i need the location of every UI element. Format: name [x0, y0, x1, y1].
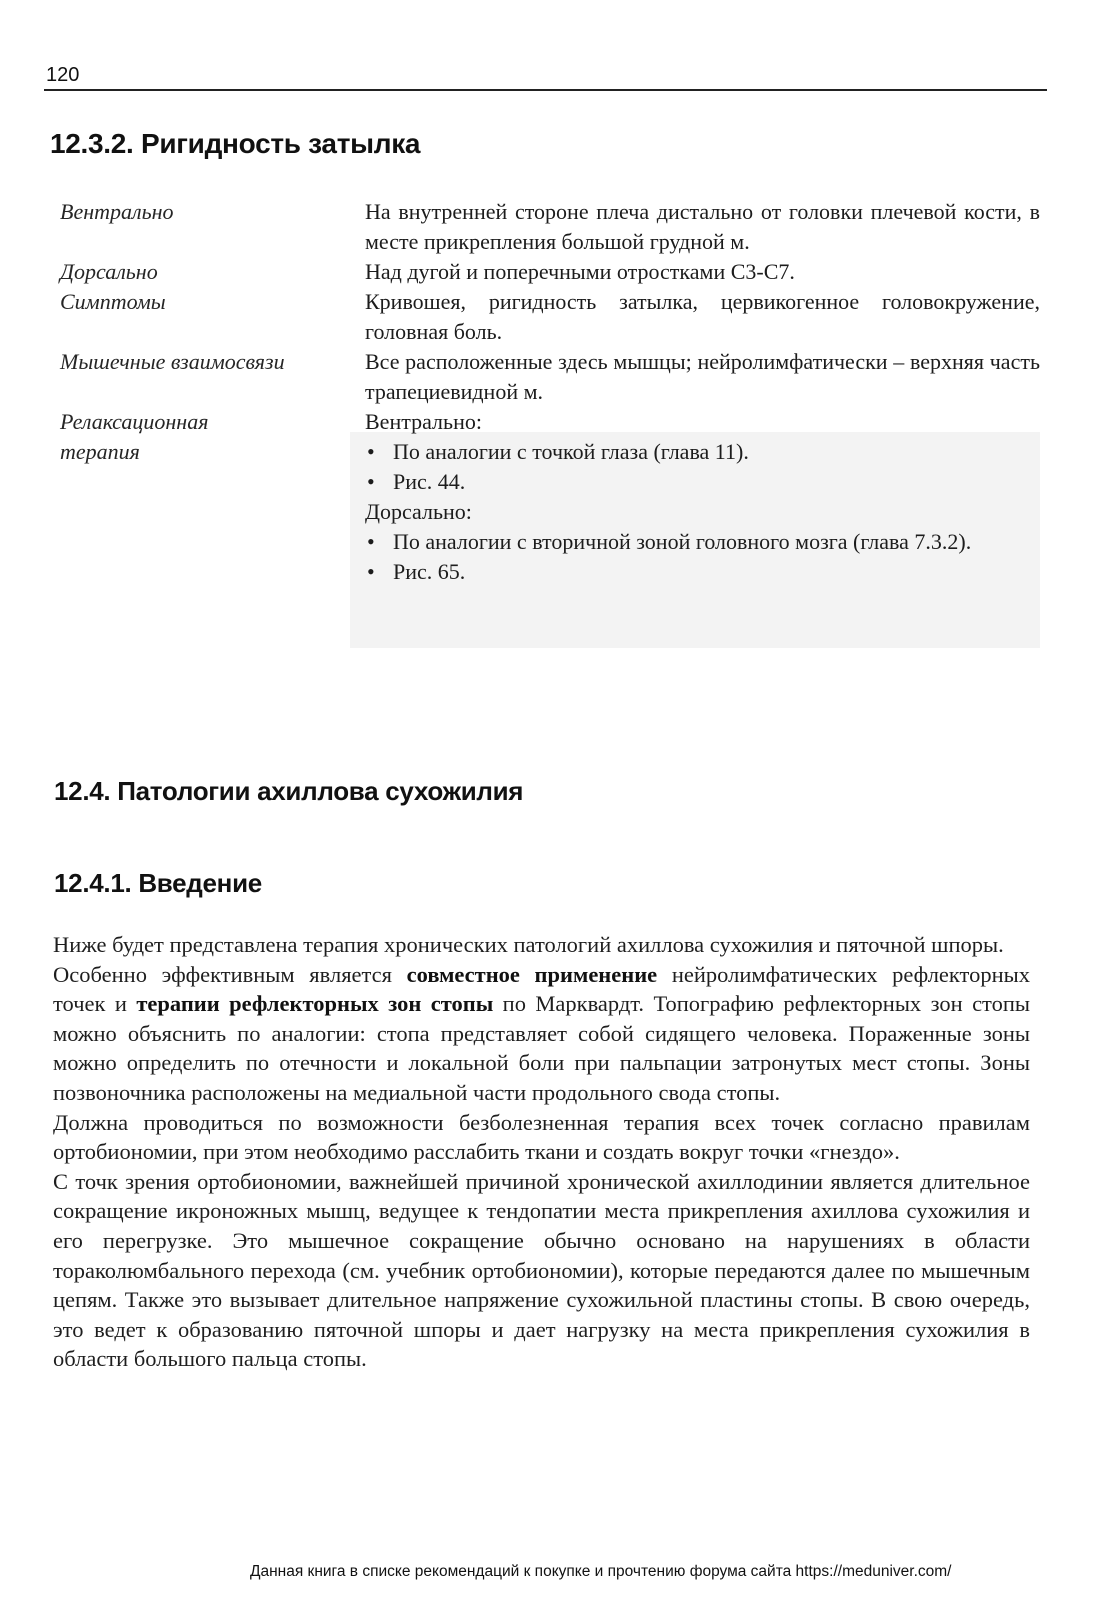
dorsal-list	[365, 527, 1040, 587]
section-heading-12-4: 12.4. Патологии ахиллова сухожилия	[54, 776, 524, 806]
list-item: • Рис. 44.	[365, 467, 1040, 497]
def-symptoms: Кривошея, ригидность затылка, цервикогенное головокружение, головная боль.	[365, 289, 1040, 344]
row-dorsal	[60, 257, 1040, 287]
p2-bold-1: совместное применение	[406, 961, 658, 987]
def-relaxation-therapy	[365, 407, 1040, 587]
ventral-list	[365, 437, 1040, 497]
def-ventral: На внутренней стороне плеча дистально от головки плечевой кости, в месте прикрепления большой грудной м.	[365, 199, 1040, 254]
paragraph-3: Должна проводиться по возможности безболезненная терапия всех точек согласно правилам ортобиономии, при этом необходимо расслабить ткани и создать вокруг точки «гнездо».	[53, 1109, 1030, 1165]
p2-text-c: нейролимфатических рефлекторных точек и	[53, 961, 1030, 1017]
footer-notice: Данная книга в списке рекомендаций к покупке и прочтению форума сайта https://meduniver.com/	[250, 1563, 952, 1580]
row-muscle-relations	[60, 347, 1040, 407]
info-table	[60, 197, 1040, 587]
page-number: 120	[46, 64, 80, 86]
list-item: • По аналогии с вторичной зоной головного мозга (глава 7.3.2).	[365, 527, 1040, 557]
intro-body-text	[53, 930, 1030, 1374]
def-dorsal: Над дугой и поперечными отростками С3-С7.	[365, 259, 795, 284]
dorsal-label: Дорсально:	[365, 499, 472, 524]
paragraph-1: Ниже будет представлена терапия хронических патологий ахиллова сухожилия и пяточной шпоры.	[53, 932, 1004, 957]
p2-text-d: по Марквардт. Топографию рефлекторных зон стопы можно объяснить по аналогии: стопа представляет собой сидящего человека. Пораженные зоны можно определить по отечности и локальной боли при пальпации затронутых мест стопы. Зоны позвоночника расположены на медиальной части продольного свода стопы.	[53, 991, 1030, 1105]
term-relaxation-therapy	[60, 407, 365, 587]
header-rule	[44, 89, 1047, 91]
term-muscle-relations: Мышечные взаимосвязи	[60, 349, 285, 374]
list-item: • Рис. 65.	[365, 557, 1040, 587]
row-ventral	[60, 197, 1040, 257]
section-heading-12-4-1: 12.4.1. Введение	[54, 868, 262, 898]
term-relaxation-line1: Релаксационная	[60, 409, 209, 434]
term-dorsal: Дорсально	[60, 259, 158, 284]
p2-text-a: Особенно эффективным является	[53, 961, 407, 987]
term-relaxation-line2: терапия	[60, 439, 140, 464]
row-symptoms	[60, 287, 1040, 347]
p2-bold-2: терапии рефлекторных зон стопы	[136, 991, 494, 1017]
term-ventral: Вентрально	[60, 199, 174, 224]
row-relaxation-therapy	[60, 407, 1040, 587]
paragraph-2	[53, 960, 1030, 1108]
list-item: • По аналогии с точкой глаза (глава 11).	[365, 437, 1040, 467]
term-symptoms: Симптомы	[60, 289, 166, 314]
def-muscle-relations: Все расположенные здесь мышцы; нейролимфатически – верхняя часть трапециевидной м.	[365, 349, 1040, 404]
paragraph-4: С точк зрения ортобиономии, важнейшей причиной хронической ахиллодинии является длительное сокращение икроножных мышц, ведущее к тендопатии места прикрепления ахиллова сухожилия и его перегрузке. Это мышечное сокращение обычно основано на нарушениях в области тораколюмбального перехода (см. учебник ортобиономии), которые передаются далее по мышечным цепям. Также это вызывает длительное напряжение сухожильной пластины стопы. В свою очередь, это ведет к образованию пяточной шпоры и дает нагрузку на места прикрепления сухожилия в области большого пальца стопы.	[53, 1168, 1030, 1372]
section-heading-12-3-2: 12.3.2. Ригидность затылка	[50, 128, 421, 159]
ventral-label: Вентрально:	[365, 409, 482, 434]
